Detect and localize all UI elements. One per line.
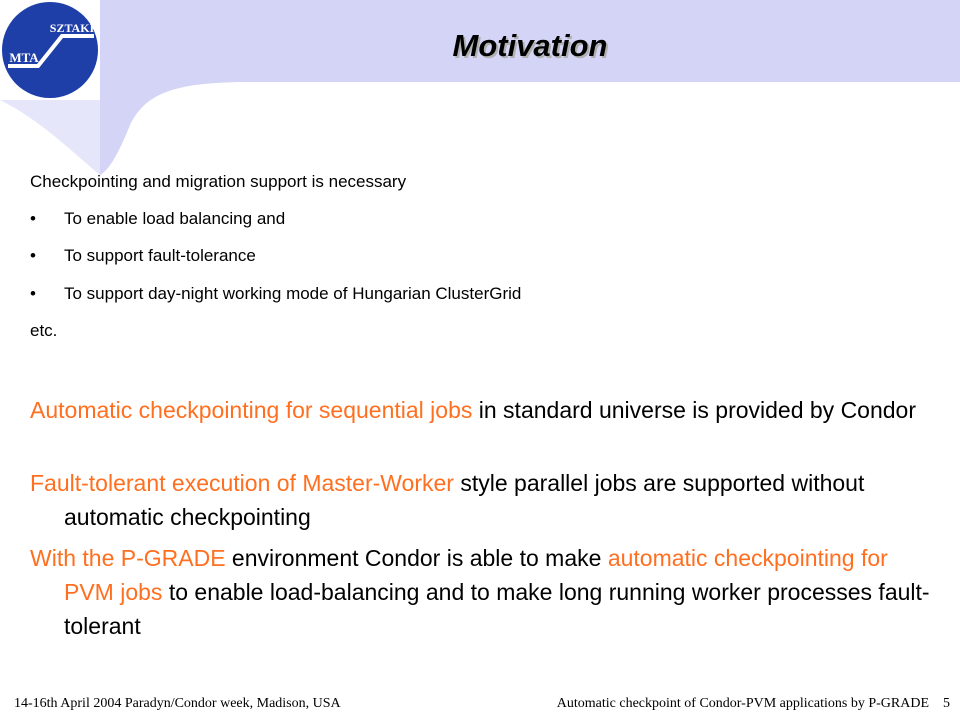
point-text: style parallel jobs are supported without automatic checkpointing (64, 470, 865, 530)
logo-text-left: MTA (9, 50, 39, 65)
bullet-item (30, 209, 285, 229)
bullet-text: To support day-night working mode of Hungarian ClusterGrid (64, 284, 522, 303)
bullet-text: To support fault-tolerance (64, 246, 256, 265)
footer-title: Automatic checkpoint of Condor-PVM applications by P-GRADE (556, 696, 929, 711)
footer-left: 14-16th April 2004 Paradyn/Condor week, Madison, USA (14, 696, 341, 711)
point-sequential (30, 393, 940, 427)
bullet-glyph: • (30, 209, 36, 228)
mta-sztaki-logo (0, 0, 100, 100)
bullet-glyph: • (30, 246, 36, 265)
title-bar (100, 0, 960, 82)
bullet-item (30, 246, 256, 266)
point-highlight: With the P-GRADE (30, 545, 226, 571)
logo-text-right: SZTAKI (49, 21, 95, 35)
etc-text: etc. (30, 321, 58, 340)
point-text: environment Condor is able to make (225, 545, 608, 571)
slide-title: Motivation (452, 28, 608, 63)
intro-text: Checkpointing and migration support is necessary (30, 172, 407, 191)
footer-right (557, 696, 950, 712)
point-pgrade (30, 541, 940, 643)
bullet-glyph: • (30, 284, 36, 303)
point-text: to enable load-balancing and to make long running worker processes fault-tolerant (64, 579, 930, 639)
point-highlight: automatic checkpointing for PVM jobs (64, 545, 888, 605)
bullet-item (30, 284, 521, 304)
page-number: 5 (943, 696, 950, 711)
point-highlight: Fault-tolerant execution of Master-Worker (30, 470, 454, 496)
point-text: in standard universe is provided by Condor (472, 397, 917, 423)
point-master-worker (30, 466, 940, 534)
point-highlight: Automatic checkpointing for sequential jobs (30, 397, 473, 423)
bullet-text: To enable load balancing and (64, 209, 286, 228)
